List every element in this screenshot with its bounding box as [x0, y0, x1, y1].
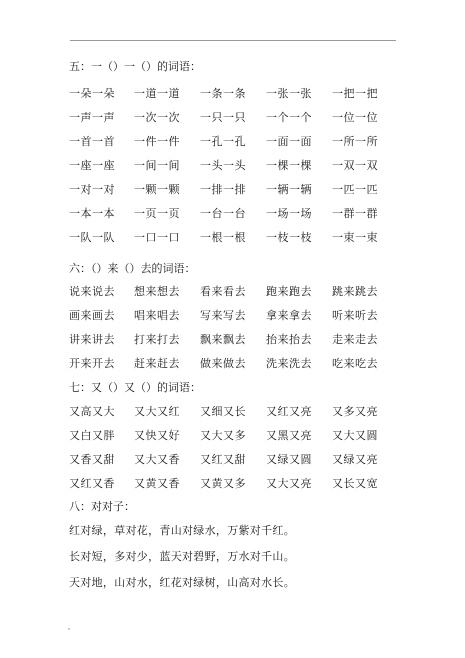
word-cell: 一声一声 [69, 111, 115, 124]
word-cell: 又高又大 [69, 405, 115, 418]
word-cell: 一张一张 [266, 87, 312, 100]
word-row [69, 475, 399, 489]
word-cell: 又绿又圆 [266, 453, 312, 466]
word-cell: 写来写去 [200, 309, 246, 322]
word-row [69, 85, 399, 99]
word-cell: 又香又甜 [69, 453, 115, 466]
word-cell: 一次一次 [134, 111, 180, 124]
word-cell: 跳来跳去 [332, 285, 378, 298]
word-cell: 一匹一匹 [332, 183, 378, 196]
word-cell: 又黄又多 [200, 477, 246, 490]
word-cell: 走来走去 [332, 333, 378, 346]
word-cell: 抬来抬去 [266, 333, 312, 346]
section8-heading: 八：对对子： [69, 500, 135, 513]
word-cell: 又黑又亮 [266, 429, 312, 442]
word-cell: 一个一个 [266, 111, 312, 124]
word-cell: 一根一根 [200, 231, 246, 244]
word-cell: 一头一头 [200, 159, 246, 172]
word-cell: 一群一群 [332, 207, 378, 220]
couplet-line: 红对绿，草对花，青山对绿水，万紫对千红。 [69, 524, 295, 537]
word-cell: 又黄又香 [134, 477, 180, 490]
section7-heading: 七：又（）又（）的词语： [69, 381, 201, 394]
word-cell: 听来听去 [332, 309, 378, 322]
word-cell: 又细又长 [200, 405, 246, 418]
word-cell: 一束一束 [332, 231, 378, 244]
word-row [69, 307, 399, 321]
word-cell: 飘来飘去 [200, 333, 246, 346]
word-cell: 讲来讲去 [69, 333, 115, 346]
word-cell: 又绿又亮 [332, 453, 378, 466]
word-cell: 又大又香 [134, 453, 180, 466]
word-cell: 一辆一辆 [266, 183, 312, 196]
word-row [69, 181, 399, 195]
word-cell: 一首一首 [69, 135, 115, 148]
word-cell: 一面一面 [266, 135, 312, 148]
word-row [69, 283, 399, 297]
word-cell: 又大又亮 [266, 477, 312, 490]
word-row [69, 451, 399, 465]
word-cell: 打来打去 [134, 333, 180, 346]
word-row [69, 109, 399, 123]
word-cell: 一孔一孔 [200, 135, 246, 148]
word-cell: 吃来吃去 [332, 357, 378, 370]
word-cell: 一场一场 [266, 207, 312, 220]
word-cell: 一间一间 [134, 159, 180, 172]
word-cell: 又红又甜 [200, 453, 246, 466]
word-cell: 开来开去 [69, 357, 115, 370]
word-cell: 一座一座 [69, 159, 115, 172]
word-cell: 洗来洗去 [266, 357, 312, 370]
word-cell: 想来想去 [134, 285, 180, 298]
word-cell: 又长又宽 [332, 477, 378, 490]
word-cell: 又大又圆 [332, 429, 378, 442]
word-row [69, 205, 399, 219]
header-rule [70, 40, 396, 41]
word-cell: 拿来拿去 [266, 309, 312, 322]
word-cell: 一队一队 [69, 231, 115, 244]
word-cell: 又快又好 [134, 429, 180, 442]
word-cell: 一只一只 [200, 111, 246, 124]
word-row [69, 133, 399, 147]
word-cell: 又红又亮 [266, 405, 312, 418]
word-cell: 一位一位 [332, 111, 378, 124]
section6-heading: 六：（）来（）去的词语： [69, 262, 196, 275]
word-cell: 一条一条 [200, 87, 246, 100]
word-cell: 一所一所 [332, 135, 378, 148]
couplet-line: 天对地，山对水，红花对绿树，山高对水长。 [69, 576, 295, 589]
word-cell: 一排一排 [200, 183, 246, 196]
word-cell: 一把一把 [332, 87, 378, 100]
word-row [69, 403, 399, 417]
word-cell: 又大又红 [134, 405, 180, 418]
word-cell: 一对一对 [69, 183, 115, 196]
word-cell: 一件一件 [134, 135, 180, 148]
word-row [69, 331, 399, 345]
word-cell: 一台一台 [200, 207, 246, 220]
word-cell: 说来说去 [69, 285, 115, 298]
word-cell: 一双一双 [332, 159, 378, 172]
word-row [69, 355, 399, 369]
word-cell: 跑来跑去 [266, 285, 312, 298]
word-cell: 一颗一颗 [134, 183, 180, 196]
word-cell: 做来做去 [200, 357, 246, 370]
word-cell: 看来看去 [200, 285, 246, 298]
word-cell: 又白又胖 [69, 429, 115, 442]
word-cell: 画来画去 [69, 309, 115, 322]
word-cell: 一页一页 [134, 207, 180, 220]
word-cell: 一枝一枝 [266, 231, 312, 244]
word-row [69, 157, 399, 171]
word-cell: 一朵一朵 [69, 87, 115, 100]
word-row [69, 229, 399, 243]
word-cell: 又大又多 [200, 429, 246, 442]
word-cell: 一棵一棵 [266, 159, 312, 172]
word-cell: 一本一本 [69, 207, 115, 220]
word-cell: 又红又香 [69, 477, 115, 490]
word-cell: 一口一口 [134, 231, 180, 244]
page-speck [68, 628, 70, 630]
word-row [69, 427, 399, 441]
word-cell: 赶来赶去 [134, 357, 180, 370]
word-cell: 唱来唱去 [134, 309, 180, 322]
word-cell: 又多又亮 [332, 405, 378, 418]
couplet-line: 长对短，多对少，蓝天对碧野，万水对千山。 [69, 550, 295, 563]
word-cell: 一道一道 [134, 87, 180, 100]
section5-heading: 五：一（）一（）的词语： [69, 60, 201, 73]
